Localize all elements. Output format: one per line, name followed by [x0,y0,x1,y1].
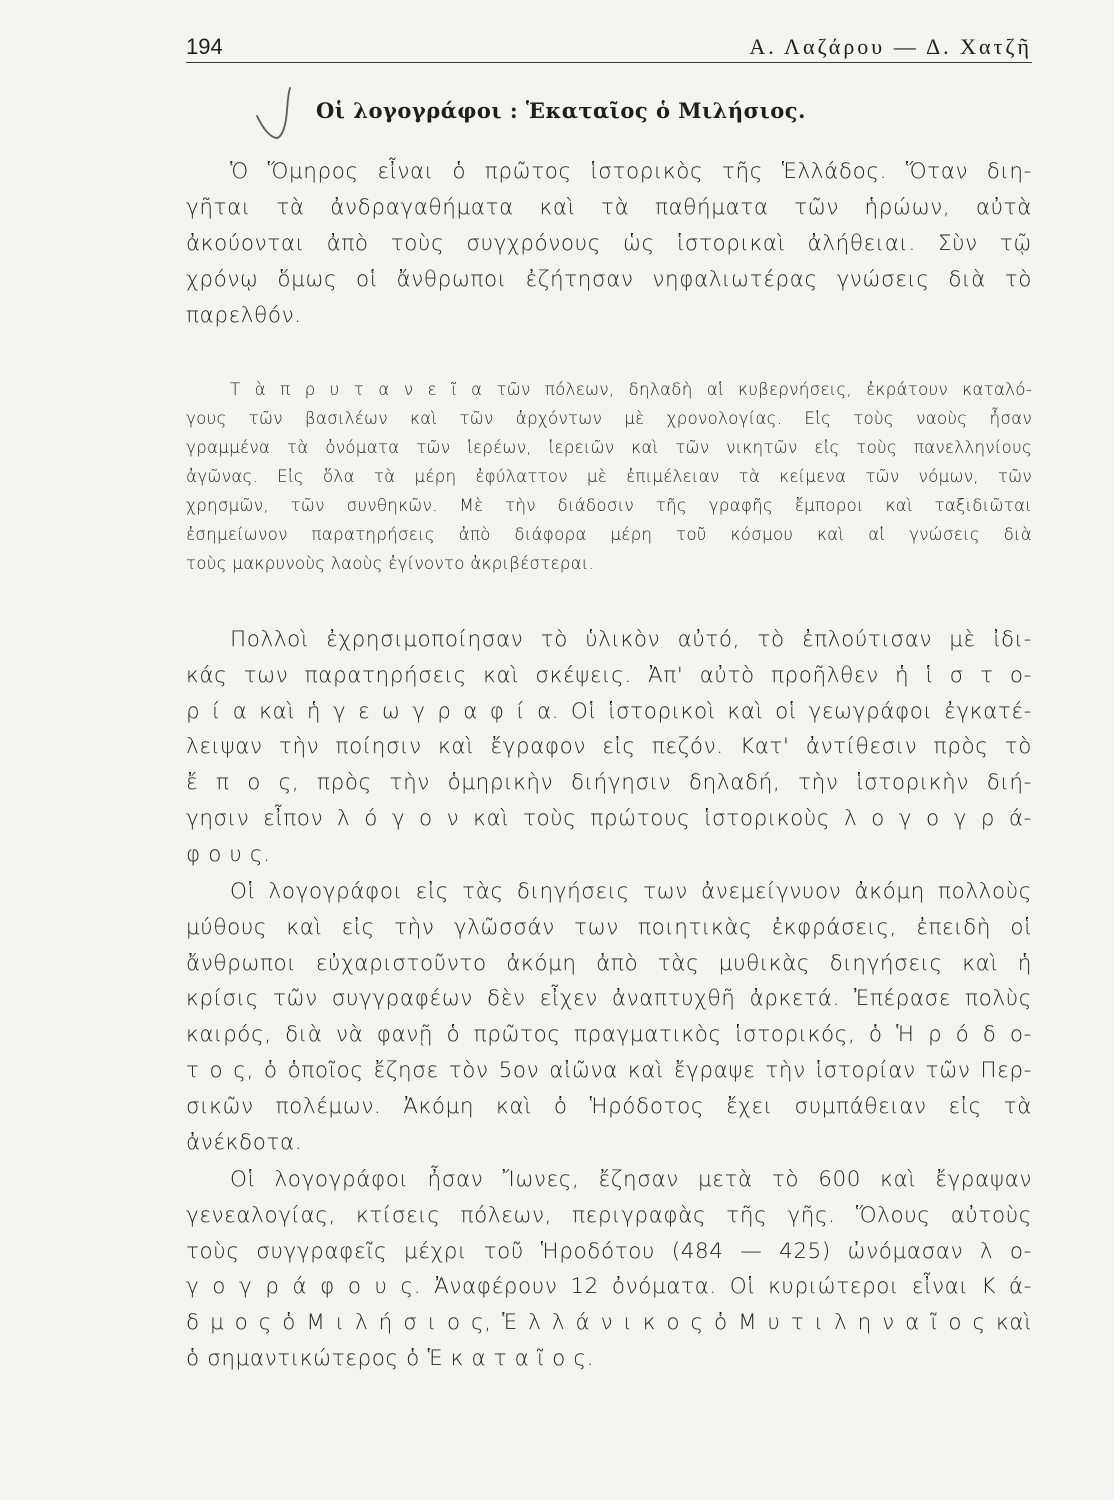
text-line: τοὺς συγγραφεῖς μέχρι τοῦ Ἡροδότου (484 — 425) ὠνόμασαν λ ο- [186,1238,1032,1264]
text-line: Οἱ λογογράφοι ἦσαν Ἴωνες, ἔζησαν μετὰ τὸ 600 καὶ ἔγραψαν [230,1167,1032,1192]
text-line: τ ο ς, ὁ ὁποῖος ἔζησε τὸν 5ον αἰῶνα καὶ ἔγραψε τὴν ἱστορίαν τῶν Περ- [186,1057,1032,1083]
text-line: Τ ὰ π ρ υ τ α ν ε ῖ α τῶν πόλεων, δηλαδὴ αἱ κυβερνήσεις, ἐκράτουν καταλό- [230,379,1032,399]
text-line: Ὁ Ὅμηρος εἶναι ὁ πρῶτος ἱστορικὸς τῆς Ἑλλάδος. Ὅταν διη- [230,159,1032,184]
text-line: καιρός, διὰ νὰ φανῇ ὁ πρῶτος πραγματικὸς ἱστορικός, ὁ Ἡ ρ ό δ ο- [186,1022,1032,1048]
text-line: χρόνῳ ὅμως οἱ ἄνθρωποι ἐζήτησαν νηφαλιωτέρας γνώσεις διὰ τὸ [186,267,1032,292]
text-line: δ μ ο ς ὁ Μ ι λ ή σ ι ο ς, Ἑ λ λ ά ν ι κ ο ς ὁ Μ υ τ ι λ η ν α ῖ ο ς καὶ [186,1310,1032,1336]
body-paragraph-1 [186,622,1032,873]
text-line: ἀκούονται ἀπὸ τοὺς συγχρόνους ὡς ἱστορικαὶ ἀλήθειαι. Σὺν τῷ [186,231,1032,256]
text-line: κάς των παρατηρήσεις καὶ σκέψεις. Ἀπ' αὐτὸ προῆλθεν ἡ ἱ σ τ ο- [186,662,1032,688]
text-line: ἄνθρωποι εὐχαριστοῦντο ἀκόμη ἀπὸ τὰς μυθικὰς διηγήσεις καὶ ἡ [186,950,1032,976]
running-head [186,30,1032,66]
text-line: ρ ί α καὶ ἡ γ ε ω γ ρ α φ ί α. Οἱ ἱστορικοὶ καὶ οἱ γεωγράφοι ἐγκατέ- [186,698,1032,724]
text-line: φ ο υ ς. [186,841,271,867]
text-line: ἀγῶνας. Εἰς ὅλα τὰ μέρη ἐφύλαττον μὲ ἐπιμέλειαν τὰ κείμενα τῶν νόμων, τῶν [186,466,1032,486]
handwritten-check-icon [254,86,298,148]
header-rule [186,62,1032,63]
text-line: γους τῶν βασιλέων καὶ τῶν ἀρχόντων μὲ χρονολογίας. Εἰς τοὺς ναοὺς ἦσαν [186,408,1032,428]
text-line: ἔ π ο ς, πρὸς τὴν ὁμηρικὴν διήγησιν δηλαδή, τὴν ἱστορικὴν διή- [186,770,1032,796]
text-line: ἀνέκδοτα. [186,1129,303,1155]
text-line: χρησμῶν, τῶν συνθηκῶν. Μὲ τὴν διάδοσιν τῆς γραφῆς ἔμποροι καὶ ταξιδιῶται [186,495,1032,515]
text-line: μύθους καὶ εἰς τὴν γλῶσσάν των ποιητικὰς ἐκφράσεις, ἐπειδὴ οἱ [186,914,1032,940]
text-line: ὁ σημαντικώτερος ὁ Ἑ κ α τ α ῖ ο ς. [186,1345,595,1371]
text-line: γενεαλογίας, κτίσεις πόλεων, περιγραφὰς τῆς γῆς. Ὅλους αὐτοὺς [186,1202,1032,1228]
running-author: Α. Λαζάρου — Δ. Χατζῆ [749,34,1032,59]
text-line: γῆται τὰ ἀνδραγαθήματα καὶ τὰ παθήματα τῶν ἡρώων, αὐτὰ [186,195,1032,220]
text-line: γ ο γ ρ ά φ ο υ ς. Ἀναφέρουν 12 ὀνόματα. Οἱ κυριώτεροι εἶναι Κ ά- [186,1274,1032,1300]
page-number: 194 [186,34,223,59]
text-line: Πολλοὶ ἐχρησιμοποίησαν τὸ ὑλικὸν αὐτό, τὸ ἐπλούτισαν μὲ ἰδι- [230,627,1032,652]
text-line: τοὺς μακρυνοὺς λαοὺς ἐγίνοντο ἀκριβέστεραι. [186,553,595,573]
body-paragraph-2 [186,874,1032,1160]
text-line: γραμμένα τὰ ὀνόματα τῶν ἱερέων, ἱερειῶν καὶ τῶν νικητῶν εἰς τοὺς πανελληνίους [186,437,1032,457]
text-line: Οἱ λογογράφοι εἰς τὰς διηγήσεις των ἀνεμείγνυον ἀκόμη πολλοὺς [230,879,1032,904]
text-line: παρελθόν. [186,303,302,328]
text-line: γησιν εἶπον λ ό γ ο ν καὶ τοὺς πρώτους ἱστορικοὺς λ ο γ ο γ ρ ά- [186,805,1032,831]
section-title: Οἱ λογογράφοι : Ἑκαταῖος ὁ Μιλήσιος. [316,98,806,123]
text-line: κρίσις τῶν συγγραφέων δὲν εἶχεν ἀναπτυχθῆ ἀρκετά. Ἐπέρασε πολὺς [186,986,1032,1012]
text-line: λειψαν τὴν ποίησιν καὶ ἔγραφον εἰς πεζόν. Κατ' ἀντίθεσιν πρὸς τὸ [186,734,1032,760]
text-line: σικῶν πολέμων. Ἀκόμη καὶ ὁ Ἡρόδοτος ἔχει συμπάθειαν εἰς τὰ [186,1093,1032,1119]
text-line: ἐσημείωνον παρατηρήσεις ἀπὸ διάφορα μέρη τοῦ κόσμου καὶ αἱ γνώσεις διὰ [186,524,1032,544]
note-paragraph [186,375,1032,578]
body-paragraph-3 [186,1162,1032,1377]
intro-paragraph [186,154,1032,334]
